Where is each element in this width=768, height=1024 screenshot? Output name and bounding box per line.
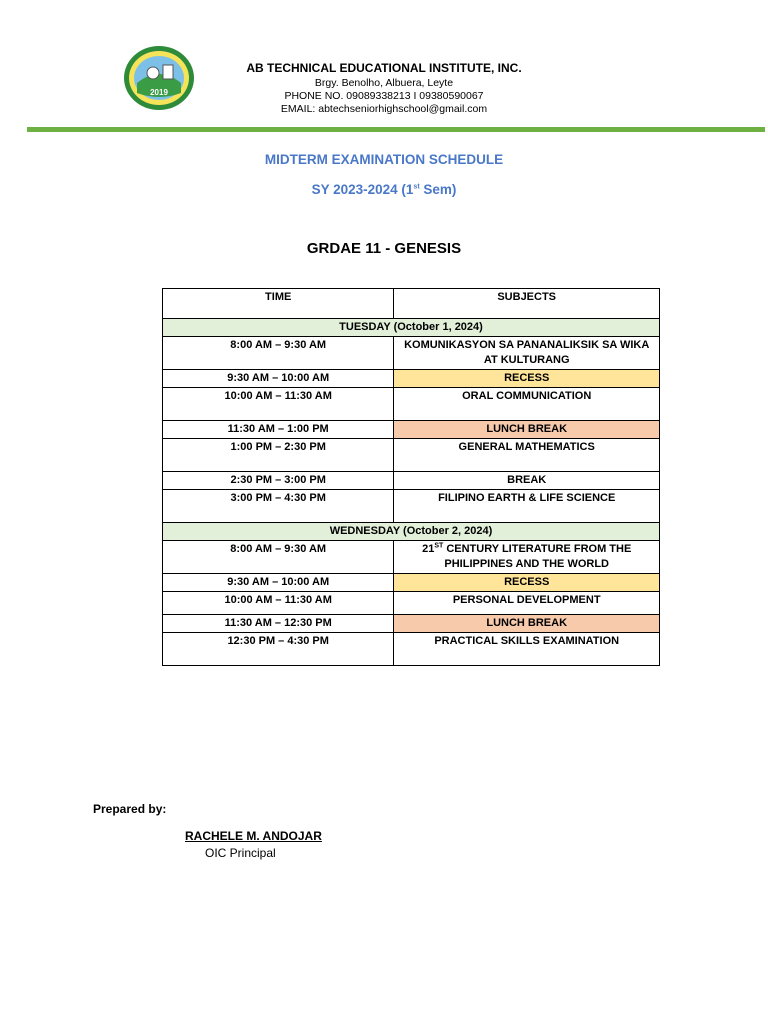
time-cell: 8:00 AM – 9:30 AM bbox=[163, 541, 394, 574]
signatory-position: OIC Principal bbox=[205, 846, 276, 860]
header-divider bbox=[27, 127, 765, 132]
subject-cell: PRACTICAL SKILLS EXAMINATION bbox=[394, 633, 660, 666]
subject-cell: LUNCH BREAK bbox=[394, 421, 660, 439]
time-cell: 11:30 AM – 12:30 PM bbox=[163, 615, 394, 633]
table-row bbox=[163, 370, 660, 388]
day-label: TUESDAY (October 1, 2024) bbox=[163, 319, 660, 337]
day-row-tuesday bbox=[163, 319, 660, 337]
time-cell: 2:30 PM – 3:00 PM bbox=[163, 472, 394, 490]
table-row bbox=[163, 421, 660, 439]
time-cell: 10:00 AM – 11:30 AM bbox=[163, 592, 394, 615]
subject-cell: RECESS bbox=[394, 574, 660, 592]
prepared-by-label: Prepared by: bbox=[93, 802, 167, 816]
time-cell: 3:00 PM – 4:30 PM bbox=[163, 490, 394, 523]
header-time: TIME bbox=[163, 289, 394, 319]
table-row bbox=[163, 574, 660, 592]
school-address: Brgy. Benolho, Albuera, Leyte bbox=[314, 77, 454, 89]
subject-cell: BREAK bbox=[394, 472, 660, 490]
time-cell: 1:00 PM – 2:30 PM bbox=[163, 439, 394, 472]
exam-title: MIDTERM EXAMINATION SCHEDULE bbox=[264, 152, 504, 167]
time-cell: 12:30 PM – 4:30 PM bbox=[163, 633, 394, 666]
subject-cell: ORAL COMMUNICATION bbox=[394, 388, 660, 421]
school-email: EMAIL: abtechseniorhighschool@gmail.com bbox=[280, 103, 488, 115]
subject-cell: KOMUNIKASYON SA PANANALIKSIK SA WIKA AT KULTURANG bbox=[394, 337, 660, 370]
header-subjects: SUBJECTS bbox=[394, 289, 660, 319]
subject-cell: GENERAL MATHEMATICS bbox=[394, 439, 660, 472]
subject-cell: 21ST CENTURY LITERATURE FROM THE PHILIPPINES AND THE WORLD bbox=[394, 541, 660, 574]
time-cell: 11:30 AM – 1:00 PM bbox=[163, 421, 394, 439]
signatory-name: RACHELE M. ANDOJAR bbox=[185, 829, 322, 843]
school-year: SY 2023-2024 (1st Sem) bbox=[311, 182, 457, 197]
table-row bbox=[163, 541, 660, 574]
table-row bbox=[163, 615, 660, 633]
school-phone: PHONE NO. 09089338213 I 09380590067 bbox=[284, 90, 484, 102]
table-row bbox=[163, 633, 660, 666]
table-row bbox=[163, 592, 660, 615]
logo-year: 2019 bbox=[150, 88, 168, 97]
schedule-table bbox=[162, 288, 660, 666]
subject-cell: LUNCH BREAK bbox=[394, 615, 660, 633]
subject-cell: RECESS bbox=[394, 370, 660, 388]
table-header-row bbox=[163, 289, 660, 319]
table-row bbox=[163, 337, 660, 370]
subject-cell: FILIPINO EARTH & LIFE SCIENCE bbox=[394, 490, 660, 523]
day-label: WEDNESDAY (October 2, 2024) bbox=[163, 523, 660, 541]
time-cell: 8:00 AM – 9:30 AM bbox=[163, 337, 394, 370]
time-cell: 9:30 AM – 10:00 AM bbox=[163, 370, 394, 388]
time-cell: 10:00 AM – 11:30 AM bbox=[163, 388, 394, 421]
table-row bbox=[163, 472, 660, 490]
grade-heading: GRDAE 11 - GENESIS bbox=[306, 240, 462, 257]
school-name: AB TECHNICAL EDUCATIONAL INSTITUTE, INC. bbox=[246, 61, 522, 75]
table-row bbox=[163, 490, 660, 523]
time-cell: 9:30 AM – 10:00 AM bbox=[163, 574, 394, 592]
table-row bbox=[163, 388, 660, 421]
day-row-wednesday bbox=[163, 523, 660, 541]
subject-cell: PERSONAL DEVELOPMENT bbox=[394, 592, 660, 615]
table-row bbox=[163, 439, 660, 472]
